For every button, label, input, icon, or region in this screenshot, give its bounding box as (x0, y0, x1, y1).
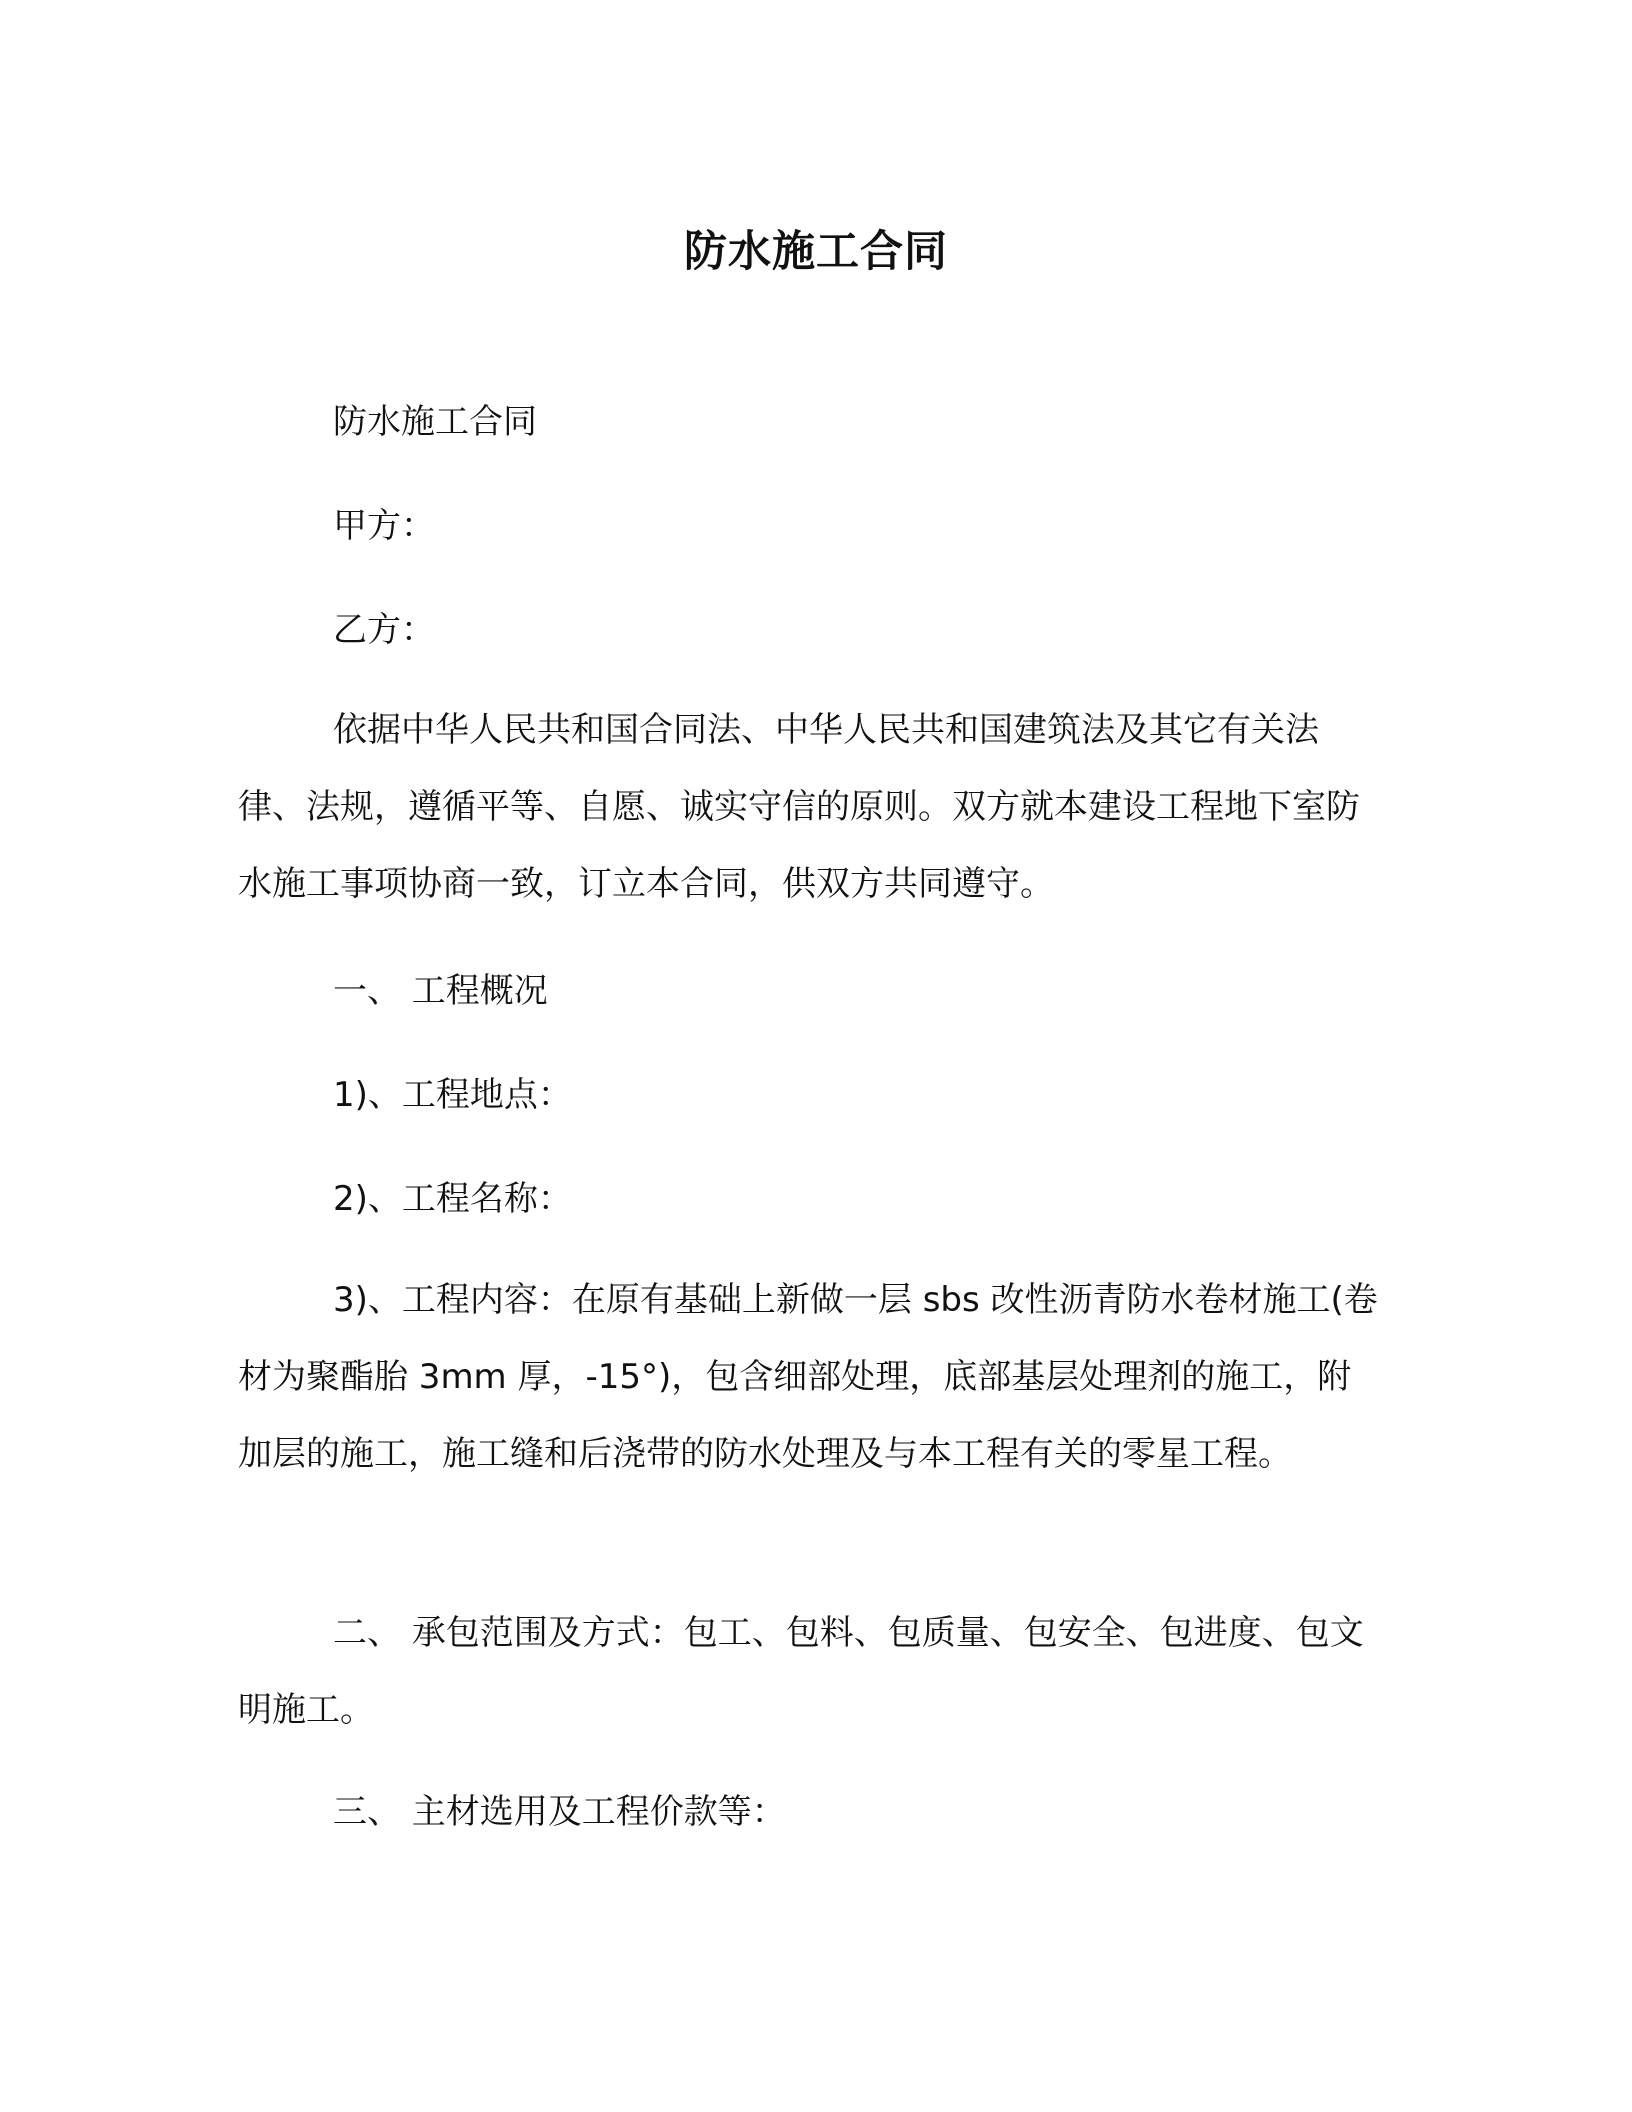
section-1-heading: 一、 工程概况 (333, 971, 548, 1011)
project-name-item: 2)、工程名称： (333, 1179, 572, 1219)
project-location-item: 1)、工程地点： (333, 1075, 572, 1115)
intro-paragraph: 依据中华人民共和国合同法、中华人民共和国建筑法及其它有关法律、法规，遵循平等、自愿、诚实守信的原则。双方就本建设工程地下室防水施工事项协商一致，订立本合同，供双方共同遵守。 (238, 710, 1360, 904)
party-a-field: 甲方： (333, 506, 435, 546)
section-2-paragraph: 二、 承包范围及方式：包工、包料、包质量、包安全、包进度、包文明施工。 (238, 1613, 1364, 1730)
contract-subtitle: 防水施工合同 (333, 402, 537, 442)
section-3-heading: 三、 主材选用及工程价款等： (333, 1792, 786, 1832)
project-content-item: 3)、工程内容：在原有基础上新做一层 sbs 改性沥青防水卷材施工(卷材为聚酯胎 3mm 厚，-15°)，包含细部处理，底部基层处理剂的施工，附加层的施工，施工缝和后浇带的防水处理及与本工程有关的零星工程。 (238, 1280, 1378, 1474)
document-title: 防水施工合同 (684, 227, 948, 277)
party-b-field: 乙方： (333, 610, 435, 650)
